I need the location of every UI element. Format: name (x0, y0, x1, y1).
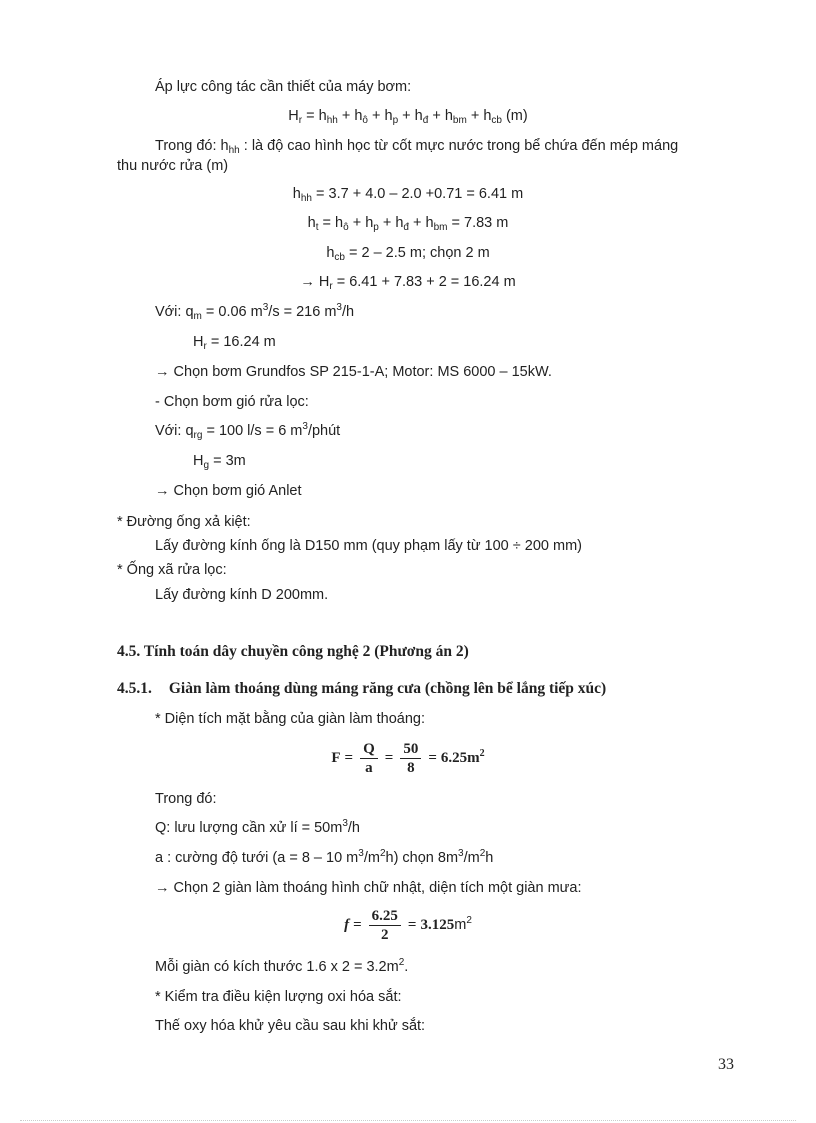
definition-hhh: Trong đó: $h_{hh}$ : là độ cao hình học từ cốt mực nước trong bể chứa đến mép máng (155, 138, 679, 156)
section-heading-4-5-1: 4.5.1. Giàn làm thoáng dùng máng răng cưa (chồng lên bể lắng tiếp xúc) (117, 680, 607, 697)
wash-pipe-heading: * Ống xã rửa lọc: (117, 562, 227, 578)
drain-pipe-heading: * Đường ống xả kiệt: (117, 514, 251, 530)
area-heading: * Diện tích mặt bằng của giàn làm thoáng: (155, 711, 426, 727)
ht-value: $h_t = h_ô + h_p + h_đ + h_{bm} = 7.83$ m (307, 215, 509, 233)
where-label: Trong đó: (155, 791, 217, 807)
pump-selection: → Chọn bơm Grundfos SP 215-1-A; Motor: MS 6000 – 15kW. (155, 364, 552, 380)
wash-pipe-diameter: Lấy đường kính D 200mm. (155, 587, 329, 603)
equation-f: f = $\frac{6.25}{2}$ = 3.125 $m^2$ (344, 907, 472, 943)
intro-text: Áp lực công tác cần thiết của máy bơm: (155, 79, 412, 95)
hhh-value: $h_{hh} = 3.7 + 4.0 - 2.0 +0.71 = 6.41$ m (292, 186, 524, 204)
equation-F: F = $\frac{Q}{a}$ = $\frac{50}{8}$ = $6.25m^2$ (331, 740, 485, 776)
hr-result: $H_r = 16.24$ m (193, 334, 276, 352)
q-definition: Q: lưu lượng cần xử lí = $50m^3/h$ (155, 818, 360, 836)
flow-qrg: Với: $q_{rg} = 100$ l/s = 6 $m^3$/phút (155, 421, 341, 441)
choose-two-rigs: → Chọn 2 giàn làm thoáng hình chữ nhật, diện tích một giàn mưa: (155, 880, 582, 896)
page-bottom-rule (20, 1120, 796, 1121)
page-number: 33 (718, 1056, 734, 1073)
a-definition: a : cường độ tưới (a = 8 – 10 $m^3/m^2h$) chọn $8m^3/m^2h$ (155, 848, 494, 866)
hr-total: → $H_r = 6.41 + 7.83 + 2 = 16.24$ m (300, 274, 516, 292)
hg-value: $H_g = 3m$ (193, 453, 246, 471)
section-heading-4-5: 4.5. Tính toán dây chuyền công nghệ 2 (Phương án 2) (117, 643, 469, 660)
flow-qm: Với: $q_m = 0.06$ $m^3/s = 216$ $m^3/h$ (155, 302, 355, 322)
definition-hhh-cont: thu nước rửa (m) (117, 158, 229, 174)
anlet-selection: → Chọn bơm gió Anlet (155, 483, 302, 499)
drain-pipe-diameter: Lấy đường kính ống là D150 mm (quy phạm lấy từ 100 ÷ 200 mm) (155, 538, 582, 554)
hr-formula: $H_r = h_{hh} + h_ô + h_p + h_đ + h_{bm} + h_{cb}$ (m) (288, 108, 528, 126)
oxidation-check-heading: * Kiểm tra điều kiện lượng oxi hóa sắt: (155, 989, 402, 1005)
rig-dimensions: Mỗi giàn có kích thước 1.6 x $2 = 3.2m^2$. (155, 957, 409, 975)
hcb-value: $h_{cb} = 2 - 2.5$ m; chọn 2 m (326, 245, 490, 263)
redox-potential-text: Thế oxy hóa khử yêu cầu sau khi khử sắt: (155, 1018, 426, 1034)
air-pump-heading: - Chọn bơm gió rửa lọc: (155, 394, 309, 410)
